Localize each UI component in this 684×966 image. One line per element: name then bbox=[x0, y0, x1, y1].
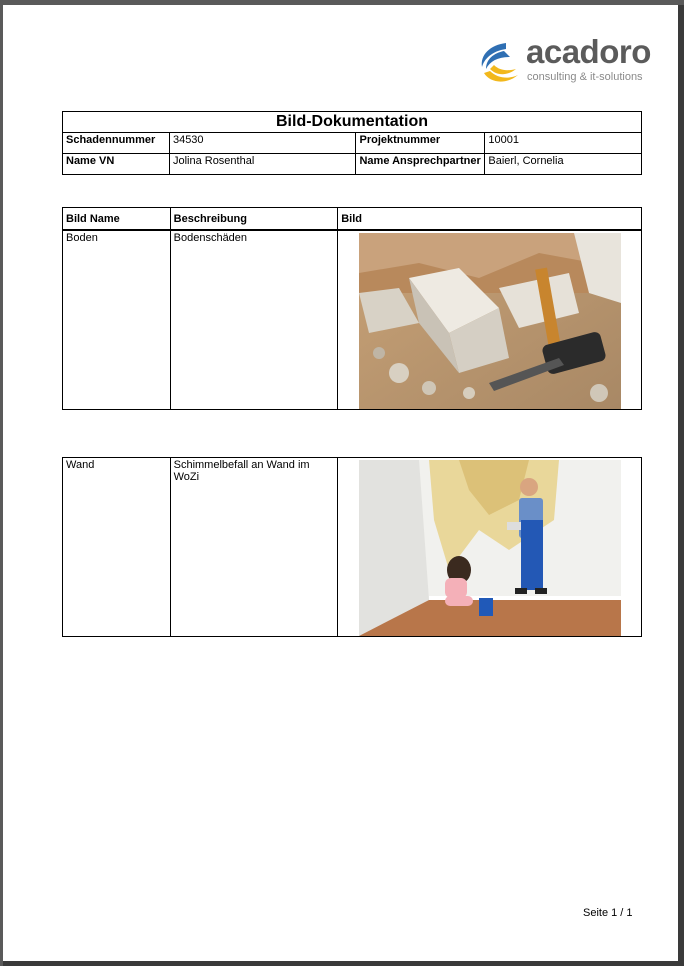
header-row bbox=[63, 133, 642, 154]
image-table bbox=[62, 457, 642, 637]
value-name-vn: Jolina Rosenthal bbox=[169, 154, 356, 175]
row-description: Schimmelbefall an Wand im WoZi bbox=[170, 458, 338, 637]
label-name-vn: Name VN bbox=[63, 154, 170, 175]
table-row bbox=[63, 458, 642, 637]
logo-wordmark: acadoro bbox=[526, 33, 651, 70]
logo-tagline: consulting & it-solutions bbox=[527, 71, 643, 83]
mold-wall-photo bbox=[359, 460, 621, 636]
floor-damage-photo bbox=[359, 233, 621, 409]
column-header-bild: Bild bbox=[338, 208, 642, 231]
page-shadow-bottom bbox=[3, 961, 684, 966]
row-image-cell bbox=[338, 230, 642, 410]
image-table bbox=[62, 207, 642, 410]
company-logo bbox=[476, 33, 656, 93]
row-image-cell bbox=[338, 458, 642, 637]
label-schadennummer: Schadennummer bbox=[63, 133, 170, 154]
label-ansprechpartner: Name Ansprechpartner bbox=[356, 154, 485, 175]
column-header-bild-name: Bild Name bbox=[63, 208, 171, 231]
row-image-name: Boden bbox=[63, 230, 171, 410]
value-ansprechpartner: Baierl, Cornelia bbox=[485, 154, 642, 175]
label-projektnummer: Projektnummer bbox=[356, 133, 485, 154]
row-description: Bodenschäden bbox=[170, 230, 338, 410]
logo-swoosh-icon bbox=[476, 39, 524, 87]
column-header-beschreibung: Beschreibung bbox=[170, 208, 338, 231]
page-shadow bbox=[678, 5, 684, 966]
value-schadennummer: 34530 bbox=[169, 133, 356, 154]
document-title: Bild-Dokumentation bbox=[63, 112, 642, 133]
header-row bbox=[63, 154, 642, 175]
header-table bbox=[62, 111, 642, 175]
row-image-name: Wand bbox=[63, 458, 171, 637]
value-projektnummer: 10001 bbox=[485, 133, 642, 154]
table-row bbox=[63, 230, 642, 410]
page-number: Seite 1 / 1 bbox=[583, 907, 633, 919]
